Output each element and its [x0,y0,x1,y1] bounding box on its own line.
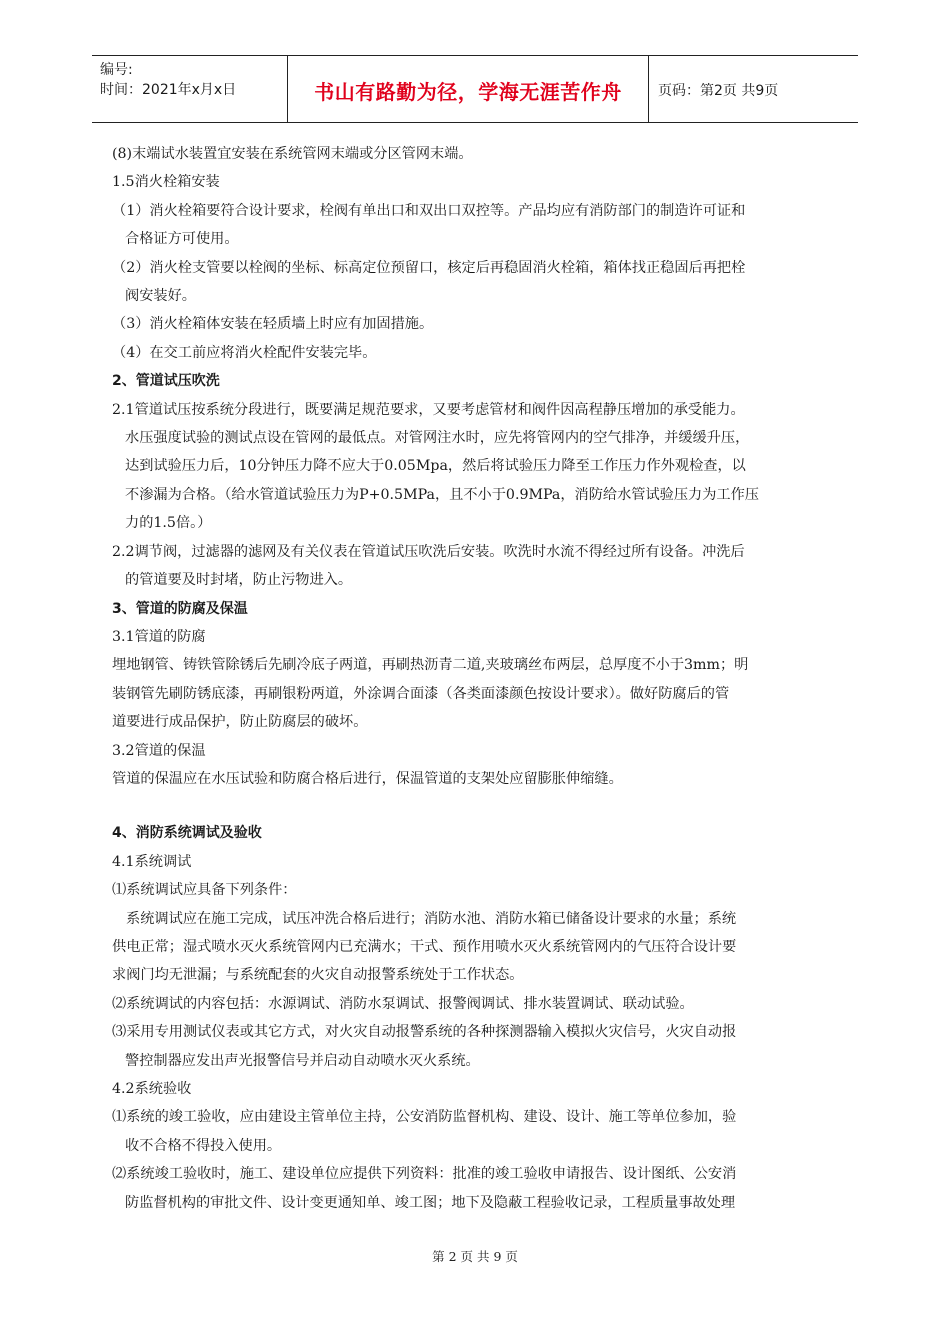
time-label: 时间：2021年x月x日 [100,82,237,98]
paragraph-line: 道要进行成品保护，防止防腐层的破坏。 [112,714,368,731]
paragraph-line: （1）消火栓箱要符合设计要求，栓阀有单出口和双出口双控等。产品均应有消防部门的制造许可证和 [112,202,746,219]
section-heading: 4.1系统调试 [112,853,192,870]
section-heading: 3、管道的防腐及保温 [112,600,248,617]
number-label: 编号: [100,62,133,78]
paragraph-line: ⑴系统的竣工验收，应由建设主管单位主持，公安消防监督机构、建设、设计、施工等单位参加，验 [112,1109,737,1126]
paragraph-line: 管道的保温应在水压试验和防腐合格后进行，保温管道的支架处应留膨胀伸缩缝。 [112,770,623,787]
paragraph-line: 水压强度试验的测试点设在管网的最低点。对管网注水时，应先将管网内的空气排净，并缓缓升压， [125,430,750,447]
paragraph-line: (8)末端试水装置宜安装在系统管网末端或分区管网末端。 [112,146,473,162]
paragraph-line: 求阀门均无泄漏；与系统配套的火灾自动报警系统处于工作状态。 [112,967,524,984]
paragraph-line: 不渗漏为合格。（给水管道试验压力为P+0.5MPa，且不小于0.9MPa，消防给水管试验压力为工作压 [125,486,759,503]
header-divider [648,56,649,122]
header-motto: 书山有路勤为径，学海无涯苦作舟 [314,80,622,104]
section-heading: 3.2管道的保温 [112,742,206,759]
paragraph-line: 警控制器应发出声光报警信号并启动自动喷水灭火系统。 [125,1052,480,1069]
paragraph-line: ⑵系统调试的内容包括：水源调试、消防水泵调试、报警阀调试、排水装置调试、联动试验。 [112,995,694,1012]
blank-space [112,793,842,819]
paragraph-line: （3）消火栓箱体安装在轻质墙上时应有加固措施。 [112,316,434,333]
section-heading: 2、管道试压吹洗 [112,373,220,390]
paragraph-line: 收不合格不得投入使用。 [125,1137,282,1154]
header-page-info: 页码：第2页 共9页 [658,83,779,99]
section-heading: 1.5消火栓箱安装 [112,174,220,191]
paragraph-line: 合格证方可使用。 [125,231,239,248]
document-body [112,140,842,1217]
section-heading: 4、消防系统调试及验收 [112,825,262,842]
paragraph-line: 2.2调节阀，过滤器的滤网及有关仪表在管道试压吹洗后安装。吹洗时水流不得经过所有设备。冲洗后 [112,543,745,560]
paragraph-line: 阀安装好。 [125,288,196,305]
paragraph-line: 装钢管先刷防锈底漆，再刷银粉两道，外涂调合面漆（各类面漆颜色按设计要求）。做好防腐后的管 [112,685,730,702]
section-heading: 4.2系统验收 [112,1081,192,1097]
paragraph-line: 防监督机构的审批文件、设计变更通知单、竣工图；地下及隐蔽工程验收记录，工程质量事故处理 [125,1194,736,1211]
header-meta [100,60,280,100]
paragraph-line: （4）在交工前应将消火栓配件安装完毕。 [112,344,377,361]
paragraph-line: 供电正常；湿式喷水灭火系统管网内已充满水；干式、预作用喷水灭火系统管网内的气压符合设计要 [112,938,737,955]
paragraph-line: 2.1管道试压按系统分段进行，既要满足规范要求，又要考虑管材和阀件因高程静压增加的承受能力。 [112,401,745,418]
paragraph-line: ⑵系统竣工验收时，施工、建设单位应提供下列资料：批准的竣工验收申请报告、设计图纸、公安消 [112,1166,737,1183]
paragraph-line: ⑶采用专用测试仪表或其它方式，对火灾自动报警系统的各种探测器输入模拟火灾信号，火灾自动报 [112,1024,737,1041]
paragraph-line: 埋地钢管、铸铁管除锈后先刷冷底子两道，再刷热沥青二道,夹玻璃丝布两层，总厚度不小于3mm；明 [112,657,749,674]
page-header [92,55,858,123]
paragraph-line: ⑴系统调试应具备下列条件： [112,882,297,899]
page-footer: 第 2 页 共 9 页 [432,1249,518,1264]
paragraph-line: （2）消火栓支管要以栓阀的坐标、标高定位预留口，核定后再稳固消火栓箱，箱体找正稳固后再把栓 [112,259,746,276]
paragraph-line: 系统调试应在施工完成，试压冲洗合格后进行；消防水池、消防水箱已储备设计要求的水量；系统 [126,910,737,927]
section-heading: 3.1管道的防腐 [112,628,206,645]
paragraph-line: 达到试验压力后，10分钟压力降不应大于0.05Mpa，然后将试验压力降至工作压力作外观检查，以 [125,458,746,475]
paragraph-line: 的管道要及时封堵，防止污物进入。 [125,572,353,589]
paragraph-line: 力的1.5倍。） [125,515,212,532]
